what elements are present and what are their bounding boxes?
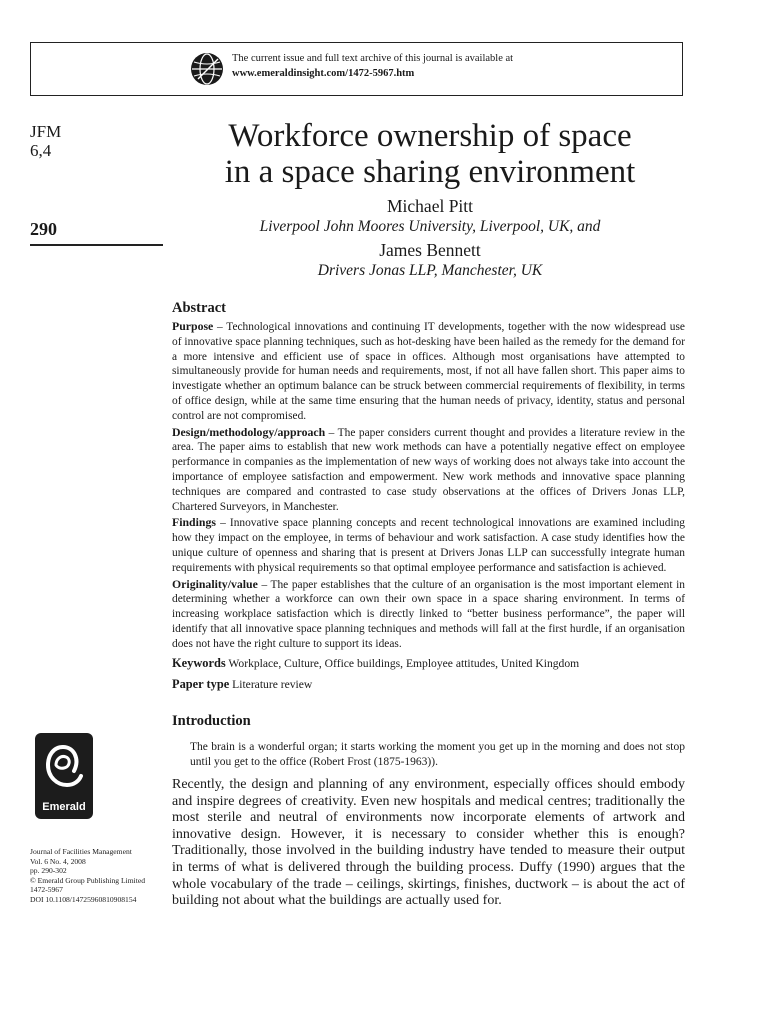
design-text: – The paper considers current thought and provides a literature review in the area. The paper aims to establish that new work methods can have a potentially negative effect on employee performance in companies as the implementation of new ways of working does not always take into account the importance of employee satisfaction and empowerment. New work methods and innovative space planning techniques are compared and contrasted to case study observations at the offices of Drivers Jonas LLP, Chartered Surveyors, in Manchester.	[172, 426, 685, 513]
volume-info: Vol. 6 No. 4, 2008	[30, 856, 86, 866]
issn: 1472-5967	[30, 885, 63, 895]
emerald-swirl-icon	[44, 741, 84, 791]
copyright: © Emerald Group Publishing Limited	[30, 875, 146, 885]
paper-type-text: Literature review	[229, 677, 313, 691]
purpose-text: – Technological innovations and continuing IT developments, together with the now widespread use of innovative space planning techniques, such as hot-desking have been hailed as the remedy for the demand for a more intensive and efficient use of space in offices. Although most organisations have attempted to simultaneously provide for human needs and requirements, most, if not all have fallen short. This paper aims to investigate whether an optimum balance can be struck between commercial requirements of flexibility, in terms of office design, while at the same time ensuring that the human needs of privacy, identity, status and personal control are not compromised.	[172, 321, 685, 422]
page-range: pp. 290-302	[30, 866, 67, 876]
abstract-design	[172, 425, 685, 515]
keywords-text: Workplace, Culture, Office buildings, Employee attitudes, United Kingdom	[225, 656, 580, 670]
findings-label: Findings	[172, 515, 216, 530]
findings-text: – Innovative space planning concepts and recent technological innovations are examined including how they impact on the employee, in terms of behaviour and work satisfaction. A case study identifies how the unique culture of openness and sharing that is present at Drivers Jonas LLP can successfully integrate human requirements with physical requirements so that optimal employee performance and satisfaction is achieved.	[172, 517, 685, 574]
journal-code	[30, 122, 61, 160]
abstract-originality	[172, 577, 685, 652]
volume-issue: 6,4	[30, 141, 52, 160]
journal-url-link[interactable]: www.emeraldinsight.com/1472-5967.htm	[232, 68, 415, 79]
abstract-purpose	[172, 319, 685, 424]
keywords-line	[172, 656, 685, 671]
affiliation-2: Drivers Jonas LLP, Manchester, UK	[317, 262, 543, 279]
title-line-1: Workforce ownership of space	[228, 118, 632, 154]
design-label: Design/methodology/approach	[172, 424, 326, 439]
epigraph-quote: The brain is a wonderful organ; it starts working the moment you get up in the morning and does not stop until you get to the office (Robert Frost (1875-1963)).	[190, 741, 685, 768]
emerald-logo-text: Emerald	[42, 801, 86, 813]
purpose-label: Purpose	[172, 319, 214, 333]
emerald-logo	[35, 733, 93, 819]
journal-name: Journal of Facilities Management	[30, 847, 132, 856]
originality-label: Originality/value	[172, 576, 258, 591]
page-number: 290	[30, 219, 57, 239]
abstract-findings	[172, 515, 685, 575]
author-2: James Bennett	[379, 240, 481, 260]
paper-type-line	[172, 677, 685, 692]
author-1: Michael Pitt	[386, 196, 474, 216]
banner-text: The current issue and full text archive of this journal is available at	[232, 53, 514, 64]
page-number-rule	[30, 244, 163, 246]
paper-type-label: Paper type	[172, 676, 230, 691]
article-title	[150, 118, 710, 190]
keywords-label: Keywords	[172, 655, 226, 670]
title-line-2: in a space sharing environment	[224, 154, 636, 190]
originality-text: – The paper establishes that the culture of an organisation is the most important element in determining whether a workforce can own their own space in a space sharing environment. In terms of increasing workplace satisfaction which is directly linked to “better business performance”, the paper will identify that all innovative space planning techniques and methods will fall at the first hurdle, if an organisation does not have the right culture to support its ideas.	[172, 578, 685, 650]
globe-icon	[190, 52, 224, 86]
abstract-section	[172, 300, 685, 692]
publication-info	[30, 847, 170, 905]
abstract-heading: Abstract	[172, 300, 226, 316]
introduction-body: Recently, the design and planning of any environment, especially offices should embody and inspire degrees of creativity. Even new hospitals and medical centres; traditionally the most sterile and neutral of environments now incorporate elements of artwork and innovative design. However, it is necessary to consider whether this is enough? Traditionally, those involved in the building industry have tended to measure their output in terms of what is delivered through the building process. Duffy (1990) argues that the whole vocabulary of the trade – ceilings, skirtings, finishes, ductwork – is about the act of building not about what the buildings are actually used for.	[172, 777, 685, 909]
affiliation-1: Liverpool John Moores University, Liverpool, UK, and	[259, 218, 601, 235]
journal-abbrev: JFM	[30, 122, 62, 141]
journal-banner	[30, 42, 683, 96]
doi: DOI 10.1108/14725960810908154	[30, 894, 137, 904]
introduction-heading: Introduction	[172, 713, 251, 729]
